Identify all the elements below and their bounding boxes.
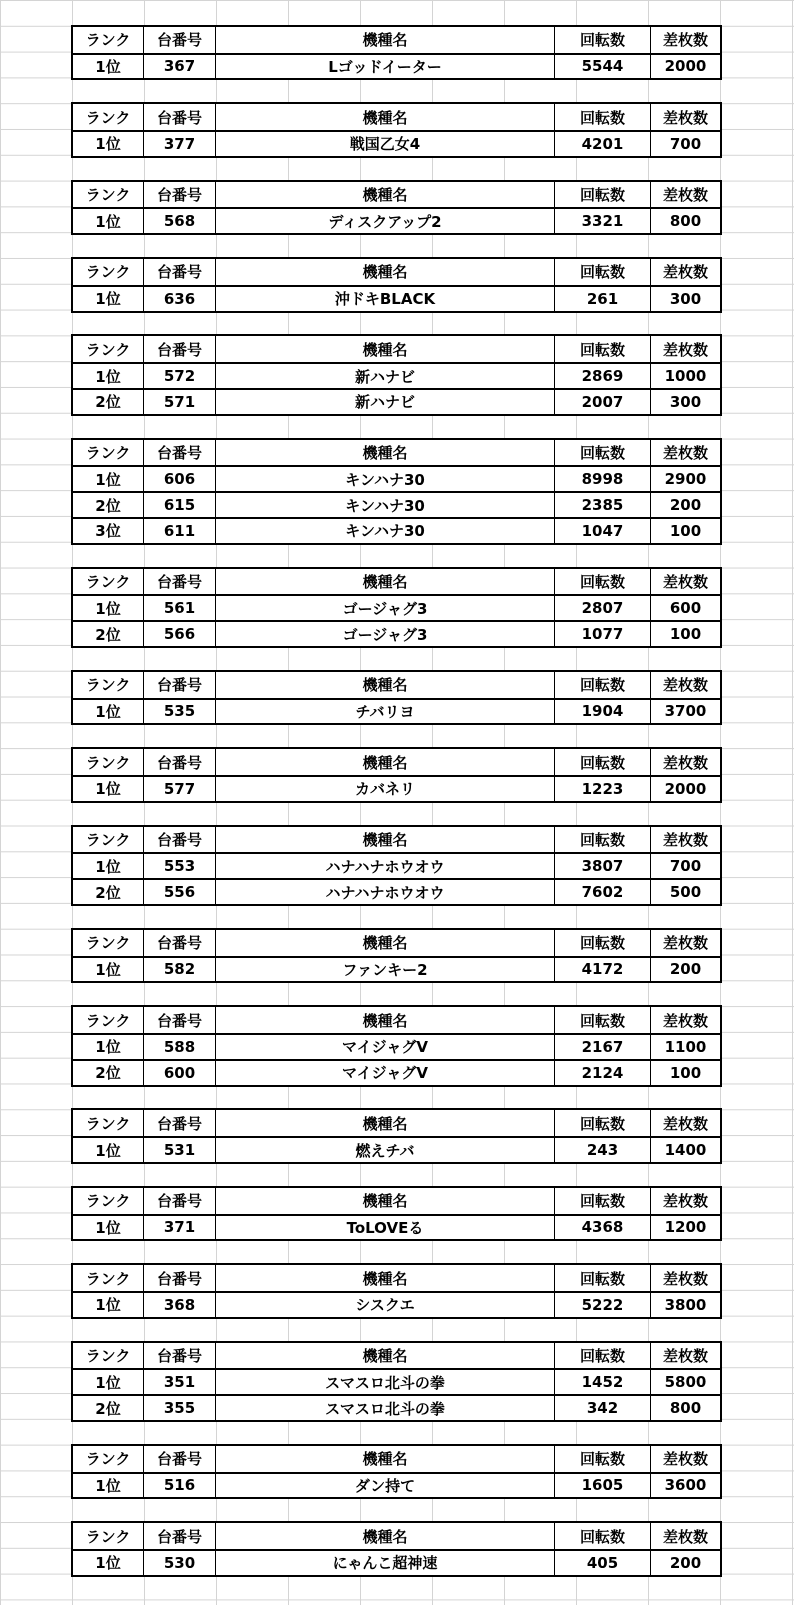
table-row	[73, 1214, 720, 1240]
cell-spins[interactable]: 2124	[555, 1061, 651, 1085]
header-diff[interactable]: 差枚数	[662, 31, 708, 50]
table-row	[73, 878, 720, 904]
ranking-table	[71, 1444, 722, 1500]
cell-spins[interactable]: 1605	[555, 1474, 651, 1498]
cell-rank[interactable]: 1位	[73, 287, 144, 311]
header-rank[interactable]: ランク	[73, 1188, 144, 1214]
cell-rank[interactable]: 1位	[73, 467, 144, 491]
header-unit[interactable]: 台番号	[144, 259, 216, 285]
ranking-table	[71, 825, 722, 906]
header-unit[interactable]: 台番号	[144, 1523, 216, 1549]
cell-diff[interactable]: 100	[669, 625, 702, 644]
cell-spins[interactable]: 1452	[555, 1370, 651, 1394]
header-rank[interactable]: ランク	[73, 1446, 144, 1472]
cell-spins[interactable]: 1904	[555, 700, 651, 724]
ranking-table	[71, 1263, 722, 1319]
header-rank[interactable]: ランク	[73, 749, 144, 775]
cell-model[interactable]: ハナハナホウオウ	[216, 854, 555, 878]
cell-diff[interactable]: 600	[669, 599, 702, 618]
cell-unit[interactable]: 606	[144, 467, 216, 491]
cell-spins[interactable]: 3321	[555, 209, 651, 233]
cell-model[interactable]: マイジャグV	[216, 1061, 555, 1085]
ranking-table	[71, 334, 722, 415]
header-spins[interactable]: 回転数	[555, 259, 651, 285]
cell-spins[interactable]: 2007	[555, 390, 651, 414]
cell-unit[interactable]: 600	[144, 1061, 216, 1085]
header-rank[interactable]: ランク	[73, 827, 144, 853]
table-row	[73, 285, 720, 311]
header-unit[interactable]: 台番号	[144, 1446, 216, 1472]
header-diff[interactable]: 差枚数	[662, 1114, 708, 1133]
ranking-table	[71, 1341, 722, 1422]
cell-spins[interactable]: 2807	[555, 596, 651, 620]
header-model[interactable]: 機種名	[216, 182, 555, 208]
header-row	[73, 336, 720, 362]
cell-diff[interactable]: 700	[669, 134, 702, 153]
cell-rank[interactable]: 1位	[73, 1370, 144, 1394]
header-diff[interactable]: 差枚数	[662, 1269, 708, 1288]
table-row	[73, 1368, 720, 1394]
header-unit[interactable]: 台番号	[144, 1007, 216, 1033]
cell-spins[interactable]: 4368	[555, 1216, 651, 1240]
header-spins[interactable]: 回転数	[555, 104, 651, 130]
header-rank[interactable]: ランク	[73, 440, 144, 466]
cell-diff[interactable]: 2900	[664, 470, 707, 489]
header-spins[interactable]: 回転数	[555, 1343, 651, 1369]
header-row	[73, 27, 720, 53]
table-row	[73, 207, 720, 233]
header-model[interactable]: 機種名	[216, 259, 555, 285]
cell-unit[interactable]: 615	[144, 493, 216, 517]
header-row	[73, 1523, 720, 1549]
cell-diff[interactable]: 100	[669, 1063, 702, 1082]
cell-model[interactable]: ゴージャグ3	[216, 596, 555, 620]
cell-rank[interactable]: 1位	[73, 958, 144, 982]
header-unit[interactable]: 台番号	[144, 1265, 216, 1291]
header-spins[interactable]: 回転数	[555, 27, 651, 53]
cell-unit[interactable]: 571	[144, 390, 216, 414]
table-row	[73, 362, 720, 388]
table-row	[73, 620, 720, 646]
header-unit[interactable]: 台番号	[144, 1188, 216, 1214]
header-row	[73, 569, 720, 595]
cell-rank[interactable]: 3位	[73, 519, 144, 543]
ranking-table	[71, 1108, 722, 1164]
ranking-table	[71, 102, 722, 158]
table-row	[73, 1394, 720, 1420]
header-unit[interactable]: 台番号	[144, 336, 216, 362]
cell-unit[interactable]: 577	[144, 777, 216, 801]
cell-rank[interactable]: 1位	[73, 854, 144, 878]
cell-model[interactable]: チバリヨ	[216, 700, 555, 724]
header-row	[73, 1110, 720, 1136]
cell-unit[interactable]: 355	[144, 1396, 216, 1420]
cell-spins[interactable]: 2869	[555, 364, 651, 388]
cell-rank[interactable]: 1位	[73, 364, 144, 388]
header-rank[interactable]: ランク	[73, 930, 144, 956]
cell-diff[interactable]: 100	[669, 521, 702, 540]
header-unit[interactable]: 台番号	[144, 569, 216, 595]
header-diff[interactable]: 差枚数	[662, 934, 708, 953]
cell-unit[interactable]: 572	[144, 364, 216, 388]
cell-diff[interactable]: 700	[669, 857, 702, 876]
header-rank[interactable]: ランク	[73, 1265, 144, 1291]
cell-model[interactable]: ゴージャグ3	[216, 622, 555, 646]
header-diff[interactable]: 差枚数	[662, 263, 708, 282]
header-diff[interactable]: 差枚数	[662, 185, 708, 204]
header-rank[interactable]: ランク	[73, 1343, 144, 1369]
header-diff[interactable]: 差枚数	[662, 676, 708, 695]
header-model[interactable]: 機種名	[216, 1110, 555, 1136]
header-model[interactable]: 機種名	[216, 336, 555, 362]
table-row	[73, 1033, 720, 1059]
cell-diff[interactable]: 1000	[664, 367, 707, 386]
cell-model[interactable]: 燃えチバ	[216, 1138, 555, 1162]
header-spins[interactable]: 回転数	[555, 1446, 651, 1472]
header-unit[interactable]: 台番号	[144, 1343, 216, 1369]
header-row	[73, 259, 720, 285]
header-diff[interactable]: 差枚数	[662, 108, 708, 127]
cell-unit[interactable]: 535	[144, 700, 216, 724]
cell-diff[interactable]: 1100	[664, 1037, 707, 1056]
ranking-table	[71, 567, 722, 648]
header-row	[73, 1343, 720, 1369]
cell-spins[interactable]: 2385	[555, 493, 651, 517]
cell-rank[interactable]: 1位	[73, 1216, 144, 1240]
header-diff[interactable]: 差枚数	[662, 830, 708, 849]
cell-spins[interactable]: 2167	[555, 1035, 651, 1059]
cell-unit[interactable]: 582	[144, 958, 216, 982]
cell-model[interactable]: スマスロ北斗の拳	[216, 1370, 555, 1394]
header-model[interactable]: 機種名	[216, 672, 555, 698]
header-rank[interactable]: ランク	[73, 1110, 144, 1136]
ranking-table	[71, 180, 722, 236]
header-row	[73, 1265, 720, 1291]
cell-unit[interactable]: 530	[144, 1551, 216, 1575]
cell-model[interactable]: Lゴッドイーター	[216, 55, 555, 79]
header-spins[interactable]: 回転数	[555, 672, 651, 698]
cell-diff[interactable]: 200	[669, 960, 702, 979]
cell-unit[interactable]: 553	[144, 854, 216, 878]
header-spins[interactable]: 回転数	[555, 1007, 651, 1033]
header-unit[interactable]: 台番号	[144, 104, 216, 130]
header-unit[interactable]: 台番号	[144, 27, 216, 53]
cell-spins[interactable]: 5544	[555, 55, 651, 79]
header-model[interactable]: 機種名	[216, 1188, 555, 1214]
header-model[interactable]: 機種名	[216, 440, 555, 466]
header-model[interactable]: 機種名	[216, 1343, 555, 1369]
cell-rank[interactable]: 1位	[73, 1293, 144, 1317]
cell-model[interactable]: カバネリ	[216, 777, 555, 801]
header-rank[interactable]: ランク	[73, 259, 144, 285]
header-spins[interactable]: 回転数	[555, 1523, 651, 1549]
ranking-table	[71, 1186, 722, 1242]
cell-unit[interactable]: 351	[144, 1370, 216, 1394]
header-model[interactable]: 機種名	[216, 930, 555, 956]
cell-model[interactable]: キンハナ30	[216, 467, 555, 491]
header-row	[73, 1446, 720, 1472]
header-diff[interactable]: 差枚数	[662, 1192, 708, 1211]
cell-spins[interactable]: 5222	[555, 1293, 651, 1317]
cell-diff[interactable]: 2000	[664, 779, 707, 798]
ranking-table	[71, 438, 722, 545]
header-unit[interactable]: 台番号	[144, 930, 216, 956]
cell-rank[interactable]: 2位	[73, 880, 144, 904]
cell-rank[interactable]: 1位	[73, 1138, 144, 1162]
header-model[interactable]: 機種名	[216, 104, 555, 130]
cell-unit[interactable]: 367	[144, 55, 216, 79]
cell-rank[interactable]: 2位	[73, 390, 144, 414]
header-spins[interactable]: 回転数	[555, 1188, 651, 1214]
cell-diff[interactable]: 3700	[664, 702, 707, 721]
table-row	[73, 852, 720, 878]
cell-rank[interactable]: 2位	[73, 622, 144, 646]
cell-spins[interactable]: 405	[555, 1551, 651, 1575]
header-row	[73, 827, 720, 853]
header-rank[interactable]: ランク	[73, 1523, 144, 1549]
table-row	[73, 698, 720, 724]
cell-spins[interactable]: 4172	[555, 958, 651, 982]
header-row	[73, 1188, 720, 1214]
cell-unit[interactable]: 531	[144, 1138, 216, 1162]
header-spins[interactable]: 回転数	[555, 827, 651, 853]
header-spins[interactable]: 回転数	[555, 182, 651, 208]
header-spins[interactable]: 回転数	[555, 1110, 651, 1136]
header-spins[interactable]: 回転数	[555, 440, 651, 466]
cell-rank[interactable]: 1位	[73, 596, 144, 620]
header-spins[interactable]: 回転数	[555, 569, 651, 595]
cell-rank[interactable]: 1位	[73, 1035, 144, 1059]
header-unit[interactable]: 台番号	[144, 672, 216, 698]
cell-diff[interactable]: 800	[669, 212, 702, 231]
cell-diff[interactable]: 200	[669, 1553, 702, 1572]
cell-model[interactable]: ToLOVEる	[216, 1216, 555, 1240]
ranking-table	[71, 747, 722, 803]
table-row	[73, 1472, 720, 1498]
header-row	[73, 930, 720, 956]
header-unit[interactable]: 台番号	[144, 1110, 216, 1136]
cell-spins[interactable]: 1077	[555, 622, 651, 646]
ranking-table	[71, 928, 722, 984]
header-model[interactable]: 機種名	[216, 27, 555, 53]
header-rank[interactable]: ランク	[73, 27, 144, 53]
header-rank[interactable]: ランク	[73, 1007, 144, 1033]
cell-model[interactable]: ファンキー2	[216, 958, 555, 982]
cell-model[interactable]: ディスクアップ2	[216, 209, 555, 233]
cell-unit[interactable]: 556	[144, 880, 216, 904]
table-row	[73, 53, 720, 79]
table-row	[73, 491, 720, 517]
cell-unit[interactable]: 568	[144, 209, 216, 233]
cell-diff[interactable]: 300	[669, 289, 702, 308]
cell-unit[interactable]: 368	[144, 1293, 216, 1317]
header-diff[interactable]: 差枚数	[662, 572, 708, 591]
cell-rank[interactable]: 1位	[73, 1551, 144, 1575]
ranking-table	[71, 25, 722, 81]
cell-spins[interactable]: 8998	[555, 467, 651, 491]
cell-diff[interactable]: 500	[669, 883, 702, 902]
cell-rank[interactable]: 1位	[73, 700, 144, 724]
cell-diff[interactable]: 1400	[664, 1141, 707, 1160]
cell-model[interactable]: 沖ドキBLACK	[216, 287, 555, 311]
cell-diff[interactable]: 5800	[664, 1373, 707, 1392]
header-model[interactable]: 機種名	[216, 827, 555, 853]
header-model[interactable]: 機種名	[216, 1523, 555, 1549]
table-row	[73, 594, 720, 620]
cell-model[interactable]: シスクエ	[216, 1293, 555, 1317]
cell-model[interactable]: 新ハナビ	[216, 364, 555, 388]
table-row	[73, 956, 720, 982]
header-unit[interactable]: 台番号	[144, 182, 216, 208]
cell-unit[interactable]: 377	[144, 132, 216, 156]
table-row	[73, 1291, 720, 1317]
cell-spins[interactable]: 261	[555, 287, 651, 311]
cell-unit[interactable]: 516	[144, 1474, 216, 1498]
header-unit[interactable]: 台番号	[144, 749, 216, 775]
cell-unit[interactable]: 611	[144, 519, 216, 543]
header-spins[interactable]: 回転数	[555, 930, 651, 956]
cell-model[interactable]: マイジャグV	[216, 1035, 555, 1059]
table-row	[73, 130, 720, 156]
cell-diff[interactable]: 300	[669, 392, 702, 411]
cell-rank[interactable]: 1位	[73, 777, 144, 801]
cell-diff[interactable]: 200	[669, 496, 702, 515]
table-row	[73, 1136, 720, 1162]
header-row	[73, 672, 720, 698]
header-rank[interactable]: ランク	[73, 336, 144, 362]
header-diff[interactable]: 差枚数	[662, 753, 708, 772]
header-rank[interactable]: ランク	[73, 569, 144, 595]
cell-model[interactable]: 戦国乙女4	[216, 132, 555, 156]
cell-diff[interactable]: 1200	[664, 1218, 707, 1237]
cell-spins[interactable]: 1047	[555, 519, 651, 543]
header-model[interactable]: 機種名	[216, 749, 555, 775]
header-model[interactable]: 機種名	[216, 569, 555, 595]
cell-unit[interactable]: 566	[144, 622, 216, 646]
cell-rank[interactable]: 1位	[73, 55, 144, 79]
cell-spins[interactable]: 243	[555, 1138, 651, 1162]
header-model[interactable]: 機種名	[216, 1007, 555, 1033]
header-model[interactable]: 機種名	[216, 1446, 555, 1472]
header-unit[interactable]: 台番号	[144, 440, 216, 466]
table-row	[73, 465, 720, 491]
cell-model[interactable]: 新ハナビ	[216, 390, 555, 414]
cell-spins[interactable]: 7602	[555, 880, 651, 904]
table-row	[73, 1549, 720, 1575]
cell-model[interactable]: ハナハナホウオウ	[216, 880, 555, 904]
cell-unit[interactable]: 636	[144, 287, 216, 311]
cell-unit[interactable]: 561	[144, 596, 216, 620]
header-rank[interactable]: ランク	[73, 672, 144, 698]
ranking-table	[71, 670, 722, 726]
header-spins[interactable]: 回転数	[555, 749, 651, 775]
cell-model[interactable]: キンハナ30	[216, 493, 555, 517]
header-diff[interactable]: 差枚数	[662, 1346, 708, 1365]
cell-spins[interactable]: 4201	[555, 132, 651, 156]
cell-model[interactable]: にゃんこ超神速	[216, 1551, 555, 1575]
header-diff[interactable]: 差枚数	[662, 1527, 708, 1546]
table-row	[73, 517, 720, 543]
cell-diff[interactable]: 3600	[664, 1476, 707, 1495]
table-row	[73, 1059, 720, 1085]
header-rank[interactable]: ランク	[73, 104, 144, 130]
cell-diff[interactable]: 800	[669, 1399, 702, 1418]
header-diff[interactable]: 差枚数	[662, 340, 708, 359]
header-row	[73, 440, 720, 466]
cell-model[interactable]: キンハナ30	[216, 519, 555, 543]
header-row	[73, 182, 720, 208]
header-diff[interactable]: 差枚数	[662, 1011, 708, 1030]
header-row	[73, 104, 720, 130]
cell-model[interactable]: スマスロ北斗の拳	[216, 1396, 555, 1420]
cell-rank[interactable]: 1位	[73, 132, 144, 156]
cell-spins[interactable]: 3807	[555, 854, 651, 878]
cell-spins[interactable]: 342	[555, 1396, 651, 1420]
header-row	[73, 749, 720, 775]
header-diff[interactable]: 差枚数	[662, 443, 708, 462]
ranking-table	[71, 257, 722, 313]
cell-rank[interactable]: 2位	[73, 1061, 144, 1085]
table-row	[73, 775, 720, 801]
header-spins[interactable]: 回転数	[555, 1265, 651, 1291]
ranking-table	[71, 1005, 722, 1086]
header-model[interactable]: 機種名	[216, 1265, 555, 1291]
cell-rank[interactable]: 2位	[73, 1396, 144, 1420]
cell-unit[interactable]: 371	[144, 1216, 216, 1240]
ranking-table	[71, 1521, 722, 1577]
header-unit[interactable]: 台番号	[144, 827, 216, 853]
table-row	[73, 388, 720, 414]
cell-unit[interactable]: 588	[144, 1035, 216, 1059]
cell-spins[interactable]: 1223	[555, 777, 651, 801]
cell-rank[interactable]: 1位	[73, 1474, 144, 1498]
cell-rank[interactable]: 1位	[73, 209, 144, 233]
cell-diff[interactable]: 2000	[664, 57, 707, 76]
cell-diff[interactable]: 3800	[664, 1295, 707, 1314]
cell-model[interactable]: ダン持て	[216, 1474, 555, 1498]
cell-rank[interactable]: 2位	[73, 493, 144, 517]
header-rank[interactable]: ランク	[73, 182, 144, 208]
header-spins[interactable]: 回転数	[555, 336, 651, 362]
header-diff[interactable]: 差枚数	[662, 1450, 708, 1469]
header-row	[73, 1007, 720, 1033]
